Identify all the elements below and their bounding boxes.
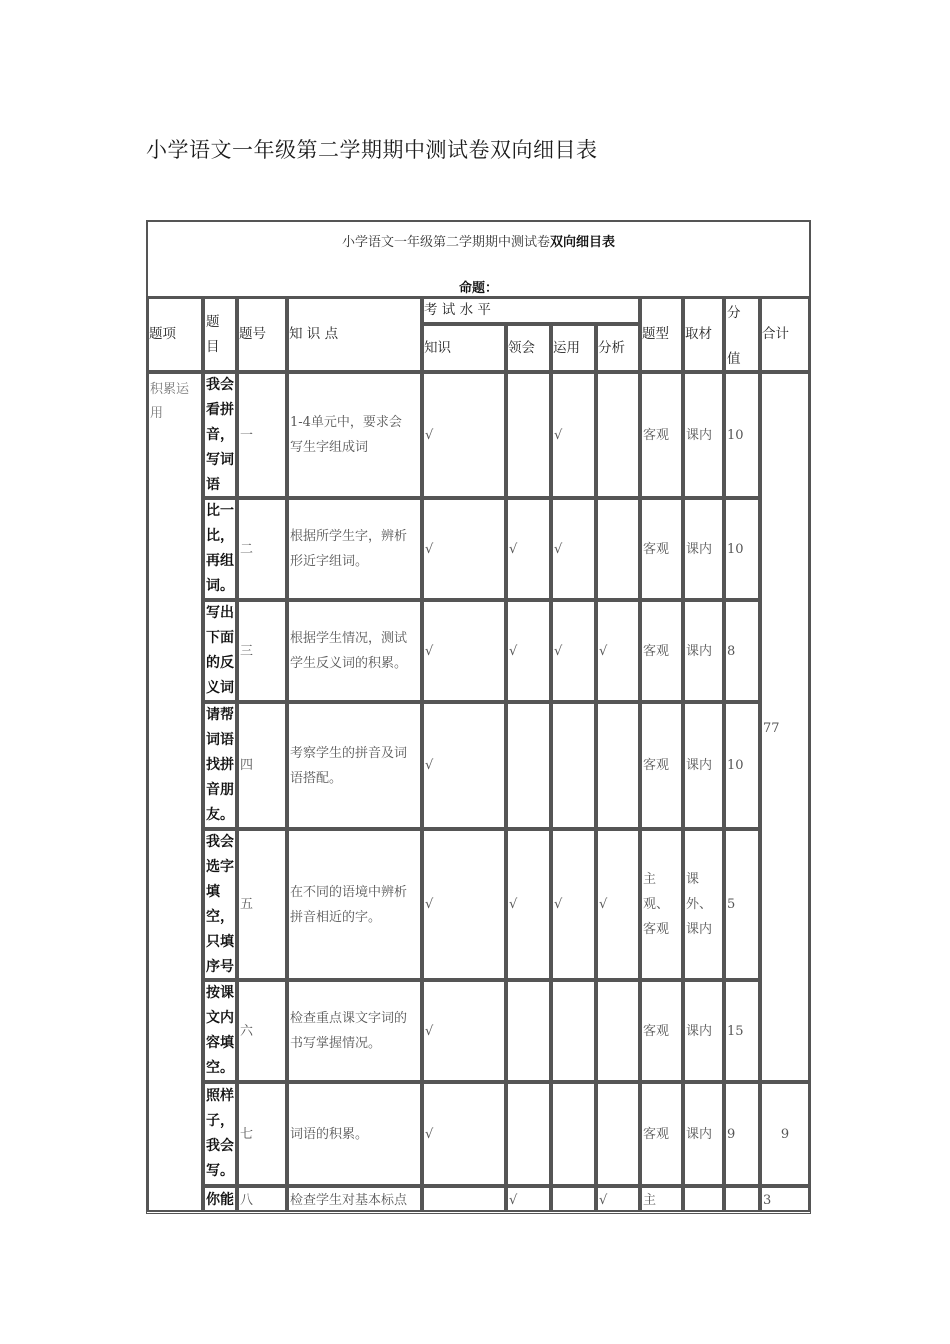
header-source-text: 取材	[685, 326, 712, 342]
table-caption	[147, 221, 810, 297]
table-row-4-score	[724, 702, 760, 829]
total-row-7-text: 9	[780, 1126, 790, 1142]
table-row-1-knowledge	[287, 372, 422, 498]
table-row-7-type	[640, 1082, 683, 1186]
total-row-8-text: 3	[763, 1193, 772, 1208]
header-number	[237, 297, 287, 372]
caption-author: 命题：	[458, 281, 498, 296]
header-score-bottom: 值	[727, 351, 741, 367]
header-number-text: 题号	[239, 326, 266, 342]
table-row-4-number-text: 四	[240, 758, 254, 773]
header-level-knowledge-text: 知识	[424, 339, 451, 356]
header-category-text: 题项	[149, 326, 176, 342]
table-row-6-level-knowledge	[422, 980, 506, 1082]
table-row-7-number-text: 七	[240, 1126, 254, 1142]
table-row-1-source	[683, 372, 724, 498]
table-row-4-level-knowledge-text: √	[425, 758, 434, 773]
table-row-8-level-apply	[551, 1186, 596, 1212]
table-row-5-type-text: 主 观、 客观	[643, 872, 670, 937]
table-row-7-level-knowledge-text: √	[425, 1126, 434, 1142]
header-level	[422, 297, 640, 324]
table-row-7-level-knowledge	[422, 1082, 506, 1186]
header-level-analyze	[596, 324, 640, 372]
table-row-3-level-comprehend	[506, 600, 551, 702]
table-row-3-level-apply-text: √	[554, 643, 563, 659]
table-row-5-score	[724, 829, 760, 980]
table-row-2-level-comprehend	[506, 498, 551, 600]
table-row-2-level-comprehend-text: √	[509, 541, 518, 557]
table-row-8-number	[237, 1186, 287, 1212]
table-row-5-level-knowledge-text: √	[425, 897, 434, 912]
table-row-6-type-text: 客观	[643, 1023, 670, 1039]
table-row-2-question-text: 比一 比， 再组 词。	[206, 503, 234, 594]
table-row-3-source	[683, 600, 724, 702]
header-knowledge	[287, 297, 422, 372]
total-row-8	[760, 1186, 810, 1212]
table-row-2-source-text: 课内	[686, 541, 713, 557]
table-row-6-number-text: 六	[240, 1023, 254, 1039]
table-row-2-knowledge	[287, 498, 422, 600]
table-row-6-level-apply	[551, 980, 596, 1082]
header-total	[760, 297, 810, 372]
table-row-2-number	[237, 498, 287, 600]
table-row-3-level-analyze	[596, 600, 640, 702]
table-row-2-score-text: 10	[727, 541, 744, 557]
table-row-6-source-text: 课内	[686, 1023, 713, 1039]
header-total-text: 合计	[762, 326, 789, 342]
total-block-1	[760, 372, 810, 1082]
table-row-1-question	[203, 372, 237, 498]
table-row-6-level-analyze	[596, 980, 640, 1082]
table-row-2-level-knowledge-text: √	[425, 541, 434, 557]
table-row-8-level-knowledge	[422, 1186, 506, 1212]
table-row-8-type	[640, 1186, 683, 1212]
header-type	[640, 297, 683, 372]
table-row-4-score-text: 10	[727, 758, 744, 773]
table-row-4-knowledge	[287, 702, 422, 829]
table-row-5-level-comprehend-text: √	[509, 897, 518, 912]
table-row-3-score-text: 8	[727, 643, 736, 659]
table-row-8-question	[203, 1186, 237, 1212]
category-cell-text: 积累运 用	[150, 382, 190, 421]
table-row-1-question-text: 我会 看拼 音， 写词 语	[206, 376, 234, 493]
table-row-4-source	[683, 702, 724, 829]
table-row-7-source	[683, 1082, 724, 1186]
table-row-1-source-text: 课内	[686, 427, 713, 443]
table-row-2-level-apply	[551, 498, 596, 600]
table-row-2-source	[683, 498, 724, 600]
table-row-3-level-knowledge-text: √	[425, 643, 434, 659]
table-row-1-level-apply-text: √	[554, 427, 563, 443]
header-type-text: 题型	[642, 326, 669, 342]
table-row-4-type	[640, 702, 683, 829]
table-row-3-level-analyze-text: √	[599, 643, 608, 659]
table-row-8-level-analyze	[596, 1186, 640, 1212]
header-level-knowledge	[422, 324, 506, 372]
table-row-6-level-knowledge-text: √	[425, 1023, 434, 1039]
table-row-1-level-analyze	[596, 372, 640, 498]
table-row-3-question	[203, 600, 237, 702]
table-row-3-question-text: 写出 下面 的反 义词	[206, 605, 234, 696]
table-row-2-level-apply-text: √	[554, 541, 563, 557]
table-row-6-question	[203, 980, 237, 1082]
caption-title: 小学语文一年级第二学期期中测试卷双向细目表	[341, 235, 616, 250]
table-row-8-level-analyze-text: √	[599, 1193, 608, 1208]
table-row-8-question-text: 你能	[206, 1192, 234, 1208]
table-row-3-score	[724, 600, 760, 702]
table-row-3-number-text: 三	[240, 643, 254, 659]
table-row-5-knowledge-text: 在不同的语境中辨析 拼音相近的字。	[290, 884, 408, 925]
table-row-1-score	[724, 372, 760, 498]
table-row-5-number-text: 五	[240, 897, 254, 912]
table-row-7-type-text: 客观	[643, 1126, 670, 1142]
table-row-2-number-text: 二	[240, 541, 254, 557]
table-row-7-question	[203, 1082, 237, 1186]
table-row-8-type-text: 主	[643, 1193, 657, 1208]
header-level-text: 考 试 水 平	[424, 302, 491, 318]
table-row-1-level-knowledge	[422, 372, 506, 498]
table-row-5-source	[683, 829, 724, 980]
table-row-7-score-text: 9	[727, 1126, 736, 1142]
table-row-4-level-analyze	[596, 702, 640, 829]
table-row-1-type-text: 客观	[643, 427, 670, 443]
table-row-1-level-apply	[551, 372, 596, 498]
category-cell	[147, 372, 203, 1212]
table-row-8-knowledge	[287, 1186, 422, 1212]
table-row-3-type-text: 客观	[643, 643, 670, 659]
table-row-6-score	[724, 980, 760, 1082]
table-row-2-score	[724, 498, 760, 600]
header-level-apply	[551, 324, 596, 372]
table-row-5-question-text: 我会 选字 填 空， 只填 序号	[206, 833, 234, 975]
table-row-1-knowledge-text: 1-4单元中，要求会 写生字组成词	[290, 415, 402, 455]
table-row-2-question	[203, 498, 237, 600]
table-row-5-question	[203, 829, 237, 980]
table-row-5-level-apply	[551, 829, 596, 980]
table-row-8-score	[724, 1186, 760, 1212]
table-row-3-level-comprehend-text: √	[509, 643, 518, 659]
table-row-4-source-text: 课内	[686, 758, 713, 773]
table-row-7-knowledge	[287, 1082, 422, 1186]
table-row-5-level-analyze-text: √	[599, 897, 608, 912]
table-row-6-type	[640, 980, 683, 1082]
table-row-7-level-analyze	[596, 1082, 640, 1186]
table-row-1-level-knowledge-text: √	[425, 427, 434, 443]
table-row-1-number-text: 一	[240, 427, 254, 443]
table-row-7-score	[724, 1082, 760, 1186]
header-score-top: 分	[727, 305, 741, 321]
table-row-7-question-text: 照样 子， 我会 写。	[206, 1088, 234, 1179]
table-row-2-type-text: 客观	[643, 541, 670, 557]
table-row-6-knowledge	[287, 980, 422, 1082]
header-level-apply-text: 运用	[553, 339, 580, 356]
table-row-1-score-text: 10	[727, 427, 744, 443]
document-title: 小学语文一年级第二学期期中测试卷双向细目表	[146, 138, 598, 162]
table-row-5-level-apply-text: √	[554, 897, 563, 912]
table-row-3-number	[237, 600, 287, 702]
total-block-1-text: 77	[763, 721, 780, 736]
table-row-6-level-comprehend	[506, 980, 551, 1082]
table-row-4-level-apply	[551, 702, 596, 829]
table-row-5-type	[640, 829, 683, 980]
table-row-7-level-apply	[551, 1082, 596, 1186]
table-row-3-source-text: 课内	[686, 643, 713, 659]
table-row-8-level-comprehend-text: √	[509, 1193, 518, 1208]
table-row-4-type-text: 客观	[643, 758, 670, 773]
table-row-2-level-analyze	[596, 498, 640, 600]
table-row-5-level-knowledge	[422, 829, 506, 980]
table-row-7-number	[237, 1082, 287, 1186]
table-row-6-score-text: 15	[727, 1023, 744, 1039]
header-knowledge-text: 知 识 点	[289, 326, 339, 342]
header-level-analyze-text: 分析	[598, 339, 625, 356]
table-row-4-knowledge-text: 考察学生的拼音及词 语搭配。	[290, 745, 408, 786]
table-row-3-knowledge-text: 根据学生情况，测试 学生反义词的积累。	[290, 631, 408, 671]
table-row-4-question-text: 请帮 词语 找拼 音朋 友。	[206, 707, 234, 823]
table-row-3-type	[640, 600, 683, 702]
table-row-8-number-text: 八	[240, 1193, 254, 1208]
table-row-4-level-knowledge	[422, 702, 506, 829]
header-level-comprehend	[506, 324, 551, 372]
table-row-5-knowledge	[287, 829, 422, 980]
header-level-comprehend-text: 领会	[508, 339, 535, 356]
header-source	[683, 297, 724, 372]
table-row-3-level-apply	[551, 600, 596, 702]
header-score	[724, 297, 760, 372]
table-row-7-level-comprehend	[506, 1082, 551, 1186]
table-row-4-number	[237, 702, 287, 829]
total-row-7	[760, 1082, 810, 1186]
table-row-1-type	[640, 372, 683, 498]
header-category	[147, 297, 203, 372]
table-row-7-source-text: 课内	[686, 1126, 713, 1142]
table-row-2-type	[640, 498, 683, 600]
table-row-6-question-text: 按课 文内 容填 空。	[206, 985, 234, 1076]
table-row-1-level-comprehend	[506, 372, 551, 498]
table-row-8-level-comprehend	[506, 1186, 551, 1212]
table-row-6-source	[683, 980, 724, 1082]
table-row-7-knowledge-text: 词语的积累。	[290, 1126, 369, 1142]
table-row-5-level-analyze	[596, 829, 640, 980]
header-question-text: 题 目	[206, 313, 220, 355]
table-row-6-knowledge-text: 检查重点课文字词的 书写掌握情况。	[290, 1011, 408, 1051]
table-row-1-number	[237, 372, 287, 498]
header-question	[203, 297, 237, 372]
table-row-5-level-comprehend	[506, 829, 551, 980]
table-row-6-number	[237, 980, 287, 1082]
table-row-8-knowledge-text: 检查学生对基本标点	[290, 1193, 408, 1208]
table-row-5-number	[237, 829, 287, 980]
table-row-3-knowledge	[287, 600, 422, 702]
table-row-2-knowledge-text: 根据所学生字，辨析 形近字组词。	[290, 529, 408, 569]
table-row-3-level-knowledge	[422, 600, 506, 702]
table-row-2-level-knowledge	[422, 498, 506, 600]
table-row-5-score-text: 5	[727, 897, 736, 912]
table-row-4-question	[203, 702, 237, 829]
table-row-5-source-text: 课 外、 课内	[686, 872, 713, 937]
table-row-8-source	[683, 1186, 724, 1212]
table-row-4-level-comprehend	[506, 702, 551, 829]
